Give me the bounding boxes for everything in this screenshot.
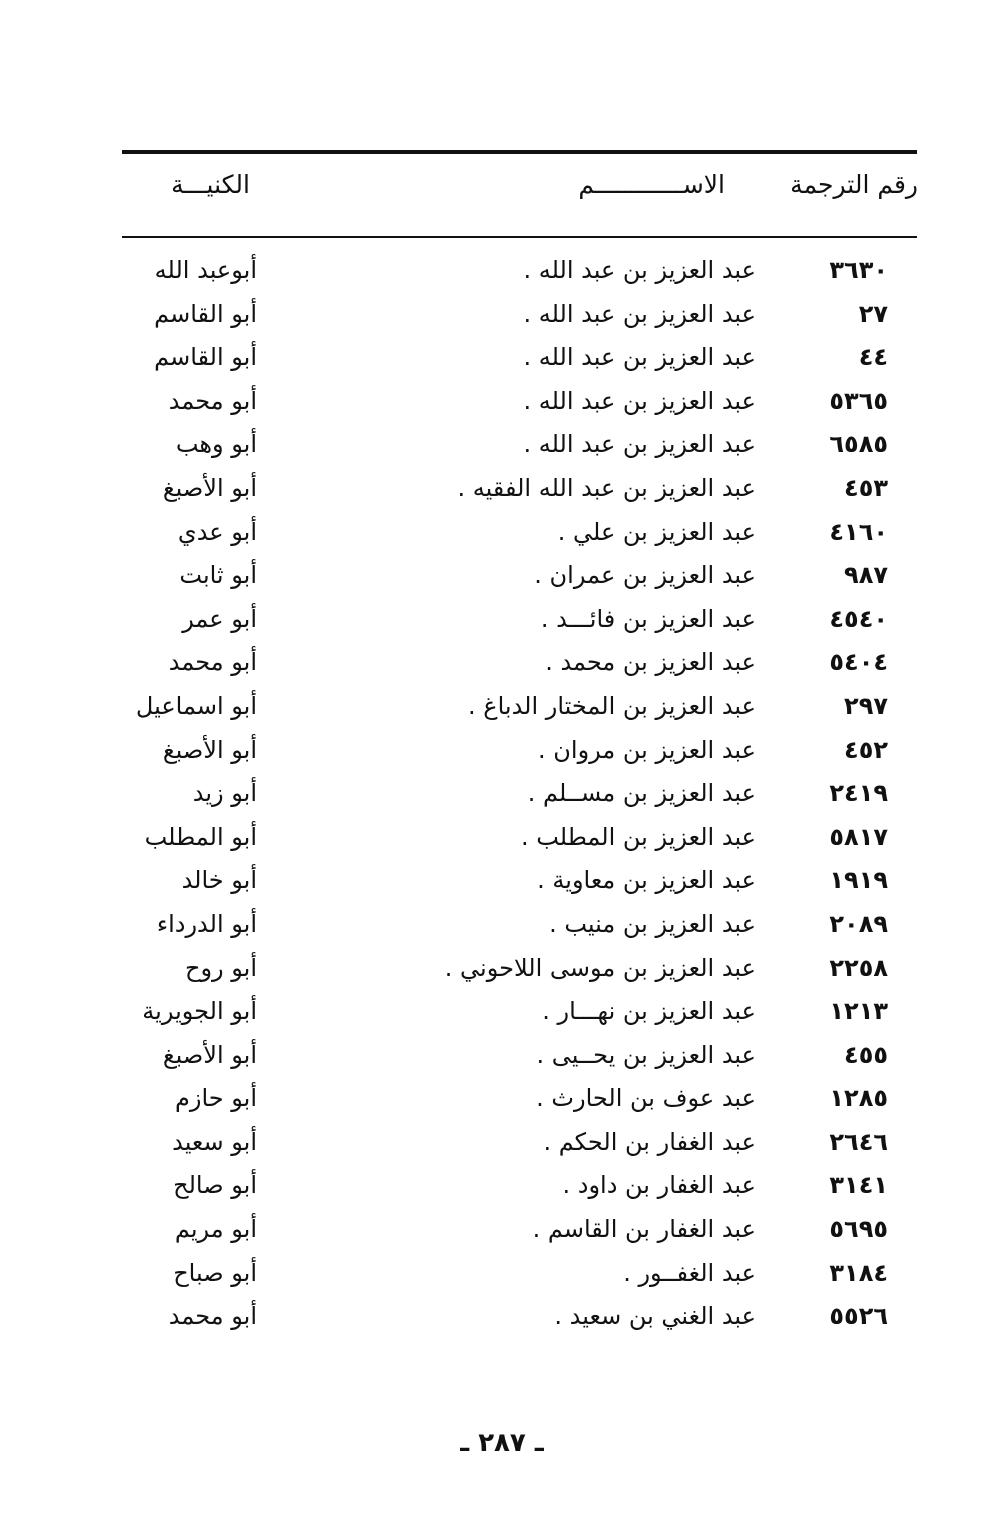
entry-name: عبد العزيز بن نهـــار . <box>542 997 756 1026</box>
column-header-kunya: الكنيـــة <box>171 170 250 199</box>
entry-number: ٤٥٥ <box>844 1040 888 1069</box>
table-row <box>0 1128 1004 1172</box>
entry-name: عبد العزيز بن عمران . <box>534 561 756 590</box>
entry-name: عبد الغفار بن داود . <box>562 1171 756 1200</box>
table-row <box>0 1084 1004 1128</box>
table-row <box>0 866 1004 910</box>
entry-name: عبد العزيز بن محمد . <box>545 648 756 677</box>
table-row <box>0 736 1004 780</box>
entry-number: ٥٦٩٥ <box>829 1215 888 1244</box>
entry-number: ١٢١٣ <box>829 997 888 1026</box>
entry-name: عبد الغفار بن القاسم . <box>532 1215 756 1244</box>
table-row <box>0 779 1004 823</box>
entry-number: ٢٧ <box>858 299 888 328</box>
table-row <box>0 1302 1004 1346</box>
table-row <box>0 648 1004 692</box>
entry-number: ٢٩٧ <box>844 691 888 720</box>
table-row <box>0 474 1004 518</box>
entry-number: ٥٣٦٥ <box>829 386 888 415</box>
table-row <box>0 910 1004 954</box>
entry-name: عبد العزيز بن موسى اللاحوني . <box>444 953 756 982</box>
entry-kunya: أبو مريم <box>174 1215 257 1244</box>
entry-name: عبد العزيز بن عبد الله . <box>523 386 756 415</box>
entry-name: عبد العزيز بن عبد الله . <box>523 299 756 328</box>
entry-name: عبد العزيز بن معاوية . <box>537 866 756 895</box>
table-row <box>0 430 1004 474</box>
entry-name: عبد العزيز بن عبد الله الفقيه . <box>457 473 756 502</box>
entry-name: عبد العزيز بن فائـــد . <box>540 604 756 633</box>
entry-name: عبد العزيز بن المختار الدباغ . <box>468 691 756 720</box>
entry-number: ٣١٨٤ <box>829 1258 888 1287</box>
table-row <box>0 954 1004 998</box>
entry-kunya: أبو القاسم <box>154 343 257 372</box>
entry-kunya: أبو صباح <box>173 1258 257 1287</box>
entry-name: عبد الغفــور . <box>623 1258 756 1287</box>
table-row <box>0 387 1004 431</box>
entry-number: ٣٦٣٠ <box>829 256 888 284</box>
table-row <box>0 605 1004 649</box>
entry-kunya: أبو الدرداء <box>156 909 257 938</box>
entry-number: ٢٦٤٦ <box>829 1127 888 1156</box>
entry-number: ٢٢٥٨ <box>829 953 888 982</box>
entry-kunya: أبو محمد <box>168 1302 257 1331</box>
entry-number: ٥٥٢٦ <box>829 1302 888 1331</box>
entry-number: ٤٥٤٠ <box>829 604 888 633</box>
entry-kunya: أبو اسماعيل <box>135 691 257 720</box>
entry-kunya: أبو الأصبغ <box>162 1040 257 1069</box>
entry-name: عبد العزيز بن عبد الله . <box>523 343 756 372</box>
page-number: ـ ٢٨٧ ـ <box>460 1428 544 1458</box>
entry-number: ١٩١٩ <box>829 866 888 895</box>
entry-name: عبد العزيز بن علي . <box>557 517 756 546</box>
column-header-name: الاســــــــــــم <box>578 170 725 199</box>
entry-kunya: أبو المطلب <box>144 822 257 851</box>
entry-kunya: أبوعبد الله <box>154 256 257 284</box>
entry-number: ٥٨١٧ <box>829 822 888 851</box>
entry-name: عبد عوف بن الحارث . <box>536 1084 756 1113</box>
table-row <box>0 343 1004 387</box>
entry-kunya: أبو خالد <box>181 866 257 895</box>
entry-number: ٥٤٠٤ <box>829 648 888 677</box>
table-row <box>0 1041 1004 1085</box>
entry-kunya: أبو الأصبغ <box>162 735 257 764</box>
entry-name: عبد العزيز بن عبد الله . <box>523 256 756 284</box>
entry-kunya: أبو حازم <box>175 1084 257 1113</box>
entry-kunya: أبو الجويرية <box>142 997 257 1026</box>
entry-kunya: أبو محمد <box>168 386 257 415</box>
entry-kunya: أبو القاسم <box>154 299 257 328</box>
entry-kunya: أبو روح <box>184 953 257 982</box>
entry-kunya: أبو زيد <box>192 779 257 808</box>
entry-kunya: أبو عمر <box>182 604 257 633</box>
entry-kunya: أبو عدي <box>177 517 257 546</box>
entry-name: عبد العزيز بن مســلم . <box>527 779 756 808</box>
table-row <box>0 518 1004 562</box>
entry-kunya: أبو ثابت <box>179 561 257 590</box>
table-row <box>0 1171 1004 1215</box>
table-row <box>0 1259 1004 1303</box>
entry-number: ٣١٤١ <box>829 1171 888 1200</box>
header-bottom-rule <box>122 236 917 238</box>
entry-number: ٢٠٨٩ <box>829 909 888 938</box>
entry-kunya: أبو وهب <box>175 430 257 459</box>
table-row <box>0 561 1004 605</box>
entry-number: ١٢٨٥ <box>829 1084 888 1113</box>
header-top-rule <box>122 150 917 154</box>
entries-table <box>0 256 1004 1346</box>
entry-name: عبد الغني بن سعيد . <box>554 1302 756 1331</box>
table-row <box>0 1215 1004 1259</box>
column-header-number: رقم الترجمة <box>790 170 918 199</box>
table-row <box>0 300 1004 344</box>
entry-number: ٤١٦٠ <box>829 517 888 546</box>
entry-name: عبد العزيز بن منيب . <box>549 909 756 938</box>
entry-kunya: أبو صالح <box>173 1171 257 1200</box>
entry-number: ٩٨٧ <box>844 561 888 590</box>
entry-number: ٤٤ <box>858 343 888 372</box>
entry-number: ٢٤١٩ <box>829 779 888 808</box>
table-row <box>0 256 1004 300</box>
table-row <box>0 692 1004 736</box>
entry-number: ٤٥٢ <box>844 735 888 764</box>
entry-kunya: أبو محمد <box>168 648 257 677</box>
entry-kunya: أبو الأصبغ <box>162 473 257 502</box>
table-row <box>0 823 1004 867</box>
entry-name: عبد الغفار بن الحكم . <box>543 1127 756 1156</box>
entry-name: عبد العزيز بن يحــيى . <box>536 1040 756 1069</box>
entry-number: ٤٥٣ <box>844 473 888 502</box>
entry-number: ٦٥٨٥ <box>829 430 888 459</box>
entry-name: عبد العزيز بن عبد الله . <box>523 430 756 459</box>
table-row <box>0 997 1004 1041</box>
entry-kunya: أبو سعيد <box>172 1127 257 1156</box>
entry-name: عبد العزيز بن المطلب . <box>520 822 756 851</box>
entry-name: عبد العزيز بن مروان . <box>538 735 756 764</box>
